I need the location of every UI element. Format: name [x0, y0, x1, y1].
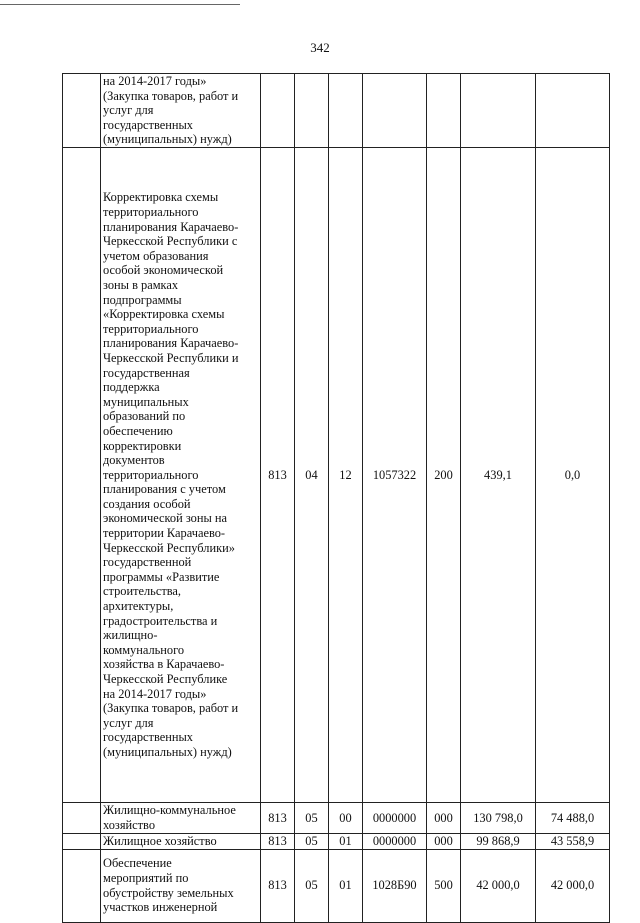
- scan-edge-line: [0, 4, 240, 5]
- cell-pr: 00: [329, 803, 363, 834]
- row-name-line: Черкесской Республики»: [103, 540, 235, 555]
- row-name-line: Черкесской Республике: [103, 672, 228, 687]
- row-name-line: Корректировка схемы: [103, 190, 219, 205]
- cell-sum1: 130 798,0: [461, 803, 536, 834]
- row-name-cell: [101, 849, 261, 922]
- row-name-line: планирования Карачаево-: [103, 336, 239, 351]
- row-name-line: обеспечению: [103, 423, 173, 438]
- table-row: [63, 148, 610, 803]
- empty-cell: [63, 74, 101, 148]
- cell-ved: [261, 74, 295, 148]
- budget-table: [62, 73, 610, 923]
- row-name-line: обустройству земельных: [103, 885, 234, 900]
- row-name-line: строительства,: [103, 584, 182, 599]
- row-name-line: поддержка: [103, 380, 160, 395]
- cell-ved: 813: [261, 803, 295, 834]
- cell-vr: 200: [427, 148, 461, 803]
- cell-csr: [363, 74, 427, 148]
- cell-ved: 813: [261, 834, 295, 850]
- row-name-line: мероприятий по: [103, 871, 189, 885]
- row-name-cell: [101, 74, 261, 148]
- cell-sum1: 42 000,0: [461, 849, 536, 922]
- cell-vr: 500: [427, 849, 461, 922]
- row-name-cell: [101, 148, 261, 803]
- cell-vr: 000: [427, 803, 461, 834]
- row-name-line: экономической зоны на: [103, 511, 228, 526]
- row-name-line: участков инженерной: [103, 900, 218, 915]
- cell-csr: 1057322: [363, 148, 427, 803]
- cell-ved: 813: [261, 849, 295, 922]
- cell-vr: 000: [427, 834, 461, 850]
- cell-rz: 04: [295, 148, 329, 803]
- row-name-line: образований по: [103, 409, 186, 424]
- row-name-line: территориального: [103, 205, 199, 220]
- empty-cell: [63, 803, 101, 834]
- page-number: 342: [310, 40, 330, 55]
- row-name-line: градостроительства и: [103, 613, 218, 628]
- cell-sum1: [461, 74, 536, 148]
- empty-cell: [63, 148, 101, 803]
- table-body: [63, 74, 610, 923]
- row-name-line: на 2014-2017 годы»: [103, 686, 207, 701]
- cell-sum2: 0,0: [536, 148, 610, 803]
- row-name-line: услуг для: [103, 103, 154, 118]
- row-name-line: учетом образования: [103, 248, 209, 263]
- row-name-line: подпрограммы: [103, 292, 182, 307]
- cell-sum2: 42 000,0: [536, 849, 610, 922]
- row-name-line: планирования с учетом: [103, 482, 226, 497]
- row-name-line: «Корректировка схемы: [103, 307, 225, 322]
- row-name-line: корректировки: [103, 438, 182, 453]
- cell-sum1: 99 868,9: [461, 834, 536, 850]
- row-name-line: государственной: [103, 555, 192, 570]
- empty-cell: [63, 834, 101, 850]
- table-row: [63, 849, 610, 922]
- row-name-line: государственных: [103, 117, 194, 132]
- row-name-line: (Закупка товаров, работ и: [103, 701, 239, 716]
- row-name-line: создания особой: [103, 496, 191, 511]
- cell-csr: 0000000: [363, 803, 427, 834]
- cell-rz: [295, 74, 329, 148]
- row-name-line: территории Карачаево-: [103, 526, 226, 541]
- row-name-line: (муниципальных) нужд): [103, 744, 232, 759]
- row-name-line: муниципальных: [103, 394, 189, 409]
- row-name-cell: [101, 803, 261, 834]
- cell-sum2: 43 558,9: [536, 834, 610, 850]
- cell-pr: 01: [329, 834, 363, 850]
- cell-csr: 1028Б90: [363, 849, 427, 922]
- cell-sum2: 74 488,0: [536, 803, 610, 834]
- empty-cell: [63, 849, 101, 922]
- cell-csr: 0000000: [363, 834, 427, 850]
- row-name-line: зоны в рамках: [103, 277, 179, 292]
- row-name-line: программы «Развитие: [103, 569, 220, 584]
- row-name-line: услуг для: [103, 715, 154, 730]
- cell-vr: [427, 74, 461, 148]
- cell-pr: 01: [329, 849, 363, 922]
- row-name-line: хозяйства в Карачаево-: [103, 657, 225, 672]
- cell-rz: 05: [295, 849, 329, 922]
- row-name-line: государственная: [103, 365, 190, 380]
- cell-rz: 05: [295, 834, 329, 850]
- cell-rz: 05: [295, 803, 329, 834]
- table-row: [63, 803, 610, 834]
- row-name-line: на 2014-2017 годы»: [103, 74, 207, 89]
- table-row: [63, 74, 610, 148]
- row-name-line: Жилищно-коммунальное: [103, 803, 236, 818]
- row-name-line: территориального: [103, 467, 199, 482]
- row-name-line: хозяйство: [103, 818, 156, 832]
- row-name-line: Черкесской Республики и: [103, 350, 239, 365]
- row-name-line: жилищно-: [103, 628, 158, 643]
- row-name-line: (муниципальных) нужд): [103, 132, 232, 147]
- row-name-cell: [101, 834, 261, 850]
- row-name-line: территориального: [103, 321, 199, 336]
- cell-ved: 813: [261, 148, 295, 803]
- row-name-line: государственных: [103, 730, 194, 745]
- row-name-line: планирования Карачаево-: [103, 219, 239, 234]
- row-name-line: Обеспечение: [103, 856, 172, 871]
- row-name-line: документов: [103, 453, 165, 468]
- row-name-line: Черкесской Республики с: [103, 234, 238, 249]
- row-name-line: коммунального: [103, 642, 185, 657]
- row-name-line: архитектуры,: [103, 599, 174, 614]
- table-row: [63, 834, 610, 850]
- row-name-line: особой экономической: [103, 263, 224, 278]
- cell-sum2: [536, 74, 610, 148]
- row-name-line: Жилищное хозяйство: [103, 834, 217, 848]
- row-name-line: (Закупка товаров, работ и: [103, 88, 239, 103]
- cell-pr: 12: [329, 148, 363, 803]
- cell-pr: [329, 74, 363, 148]
- cell-sum1: 439,1: [461, 148, 536, 803]
